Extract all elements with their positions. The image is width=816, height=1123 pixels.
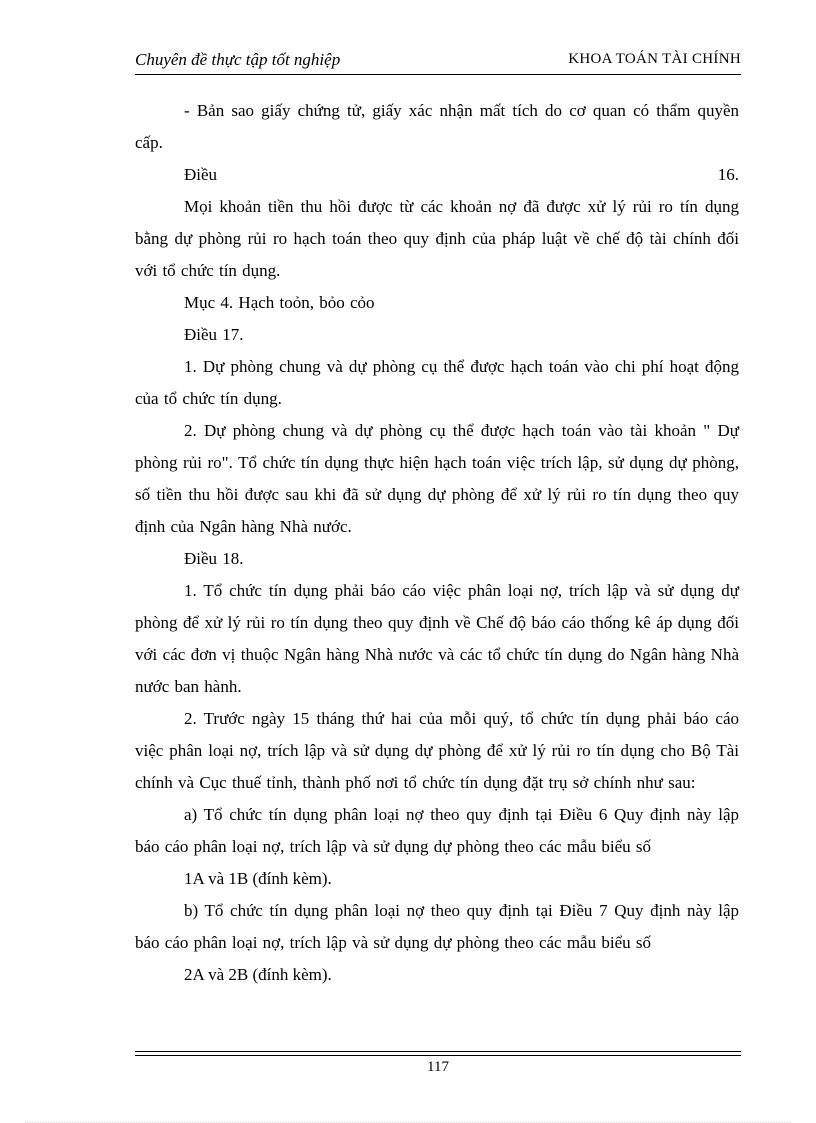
document-body — [135, 95, 739, 991]
article-16-label: Điều — [184, 165, 218, 184]
section-4-heading: Mục 4. Hạch toỏn, bỏo cỏo — [184, 293, 375, 312]
paragraph-17-2: 2. Dự phòng chung và dự phòng cụ thể được hạch toán vào tài khoản " Dự phòng rủi ro". Tổ chức tín dụng thực hiện hạch toán việc trích lập, sử dụng dự phòng, số tiền thu hồi được sau khi đã sử dụng dự phòng để xử lý rủi ro tín dụng theo quy định của Ngân hàng Nhà nước. — [135, 421, 739, 536]
header-faculty: KHOA TOÁN TÀI CHÍNH — [568, 51, 741, 67]
item-b-text: b) Tổ chức tín dụng phân loại nợ theo quy định tại Điều 7 Quy định này lập báo cáo phân loại nợ, trích lập và sử dụng dự phòng theo các mẫu biểu số — [135, 901, 739, 952]
paragraph-copy-certificate: - Bản sao giấy chứng tử, giấy xác nhận mất tích do cơ quan có thẩm quyền cấp. — [135, 101, 739, 152]
header-document-type: Chuyên đề thực tập tốt nghiệp — [135, 50, 341, 69]
page-number: 117 — [427, 1059, 449, 1075]
item-a — [135, 799, 739, 895]
article-18-heading: Điều 18. — [184, 549, 244, 568]
item-b-tail: 2A và 2B (đính kèm). — [184, 965, 332, 984]
item-a-text: a) Tổ chức tín dụng phân loại nợ theo quy định tại Điều 6 Quy định này lập báo cáo phân loại nợ, trích lập và sử dụng dự phòng theo các mẫu biểu số — [135, 805, 739, 856]
article-16-number: 16. — [717, 165, 739, 184]
paragraph-18-1: 1. Tổ chức tín dụng phải báo cáo việc phân loại nợ, trích lập và sử dụng dự phòng để xử lý rủi ro tín dụng theo quy định về Chế độ báo cáo thống kê áp dụng đối với các đơn vị thuộc Ngân hàng Nhà nước và các tổ chức tín dụng do Ngân hàng Nhà nước ban hành. — [135, 581, 739, 696]
footer-double-rule — [135, 1051, 741, 1056]
paragraph-18-2: 2. Trước ngày 15 tháng thứ hai của mỗi quý, tổ chức tín dụng phải báo cáo việc phân loại nợ, trích lập và sử dụng dự phòng để xử lý rủi ro tín dụng cho Bộ Tài chính và Cục thuế tỉnh, thành phố nơi tổ chức tín dụng đặt trụ sở chính như sau: — [135, 709, 739, 792]
item-a-tail: 1A và 1B (đính kèm). — [184, 869, 332, 888]
article-17-heading: Điều 17. — [184, 325, 244, 344]
page-header — [135, 48, 741, 75]
paragraph-recovered-funds: Mọi khoản tiền thu hồi được từ các khoản nợ đã được xử lý rủi ro tín dụng bằng dự phòng rủi ro hạch toán theo quy định của pháp luật về chế độ tài chính đối với tổ chức tín dụng. — [135, 197, 739, 280]
article-16-heading — [135, 159, 739, 191]
paragraph-17-1: 1. Dự phòng chung và dự phòng cụ thể được hạch toán vào chi phí hoạt động của tổ chức tín dụng. — [135, 357, 739, 408]
item-b — [135, 895, 739, 991]
